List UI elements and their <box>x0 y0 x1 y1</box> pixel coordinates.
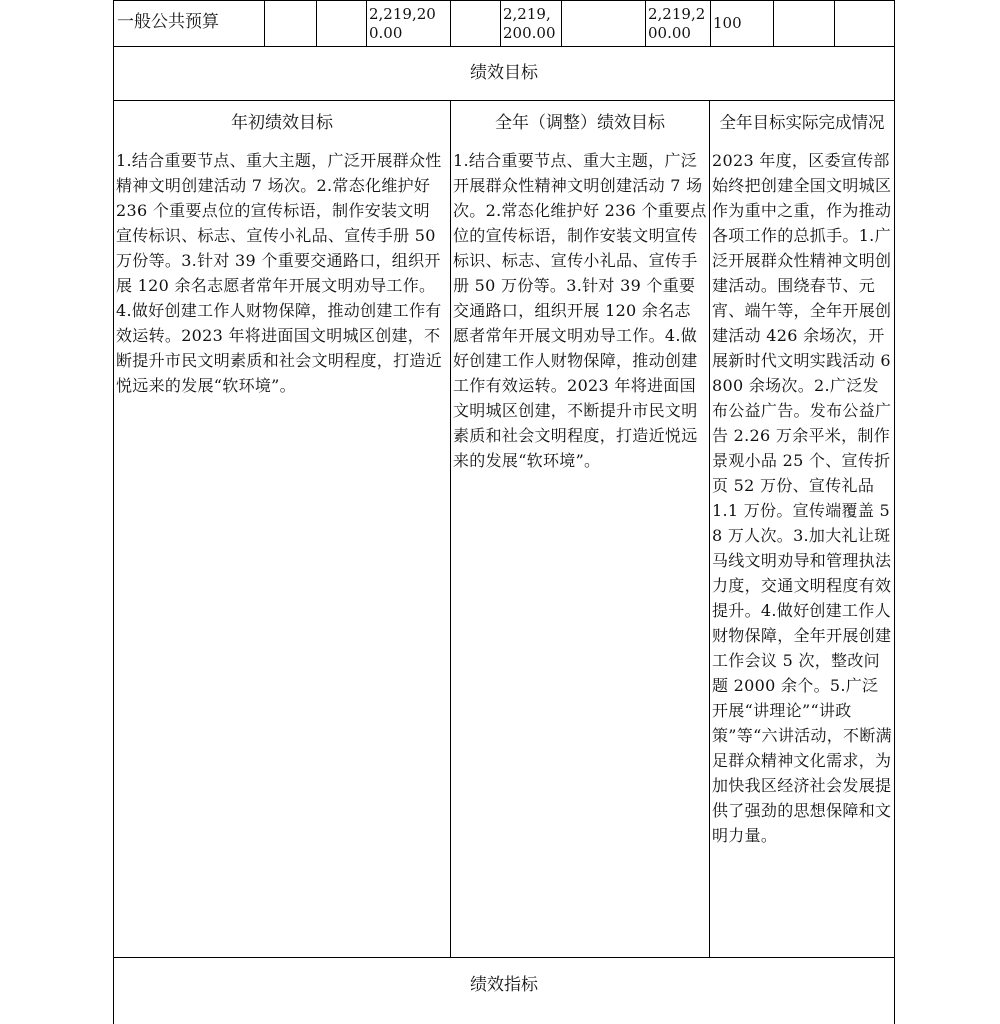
rule-after-goals-body <box>113 957 895 958</box>
rule-after-goals-title <box>113 100 895 101</box>
rule-budget-col <box>500 0 501 46</box>
rule-budget-col <box>366 0 367 46</box>
initial-goals-text: 1.结合重要节点、重大主题，广泛开展群众性精神文明创建活动 7 场次。2.常态化维护好 236 个重要点位的宣传标语，制作安装文明宣传标识、标志、宣传小礼品、宣传手册 50 万份等。3.针对 39 个重要交通路口，组织开展 120 余名志愿者常年开展文明劝导工作。4.做好创建工作人财物保障，推动创建工作有效运转。2023 年将进面国文明城区创建，不断提升市民文明素质和社会文明程度，打造近悦远来的发展“软环境”。 <box>116 151 443 395</box>
rule-budget-col <box>561 0 562 46</box>
rule-left <box>113 0 114 1024</box>
section-title-indicators: 绩效指标 <box>470 975 538 995</box>
rule-budget-col <box>450 0 451 46</box>
header-actual-completion: 全年目标实际完成情况 <box>719 113 885 132</box>
rule-top <box>113 0 895 1</box>
rule-budget-col <box>834 0 835 46</box>
rule-budget-col <box>710 0 711 46</box>
budget-value: 2,219,200.00 <box>369 5 436 42</box>
rule-budget-col <box>316 0 317 46</box>
budget-value: 2,219,200.00 <box>503 5 556 42</box>
rule-goals-col <box>450 100 451 957</box>
rule-budget-col <box>645 0 646 46</box>
adjusted-goals-text: 1.结合重要节点、重大主题，广泛开展群众性精神文明创建活动 7 场次。2.常态化维护好 236 个重要点位的宣传标语，制作安装文明宣传标识、标志、宣传小礼品、宣传手册 50 万份等。3.针对 39 个重要交通路口，组织开展 120 余名志愿者常年开展文明劝导工作。4.做好创建工作人财物保障，推动创建工作有效运转。2023 年将进面国文明城区创建，不断提升市民文明素质和社会文明程度，打造近悦远来的发展“软环境”。 <box>453 151 707 470</box>
rule-budget-col <box>773 0 774 46</box>
actual-completion-text: 2023 年度，区委宣传部始终把创建全国文明城区作为重中之重，作为推动各项工作的总抓手。1.广泛开展群众性精神文明创建活动。围绕春节、元宵、端午等，全年开展创建活动 426 余场次，开展新时代文明实践活动 6800 余场次。2.广泛发布公益广告。发布公益广告 2.26 万余平米，制作景观小品 25 个、宣传折页 52 万份、宣传礼品 1.1 万份。宣传端覆盖 58 万人次。3.加大礼让斑马线文明劝导和管理执法力度，交通文明程度有效提升。4.做好创建工作人财物保障，全年开展创建工作会议 5 次，整改问题 2000 余个。5.广泛开展“讲理论”“讲政策”等“六讲活动，不断满足群众精神文化需求，为加快我区经济社会发展提供了强劲的思想保障和文明力量。 <box>712 151 892 845</box>
rule-budget-col <box>264 0 265 46</box>
header-initial-goals: 年初绩效目标 <box>231 113 333 133</box>
header-adjusted-goals: 全年（调整）绩效目标 <box>495 113 665 133</box>
rule-right <box>894 0 895 1024</box>
rule-after-budget-row <box>113 46 895 47</box>
section-title-goals: 绩效目标 <box>470 63 538 83</box>
budget-score: 100 <box>713 14 742 32</box>
budget-value: 2,219,200.00 <box>648 5 706 42</box>
budget-source-label: 一般公共预算 <box>117 12 219 32</box>
rule-goals-col <box>709 100 710 957</box>
